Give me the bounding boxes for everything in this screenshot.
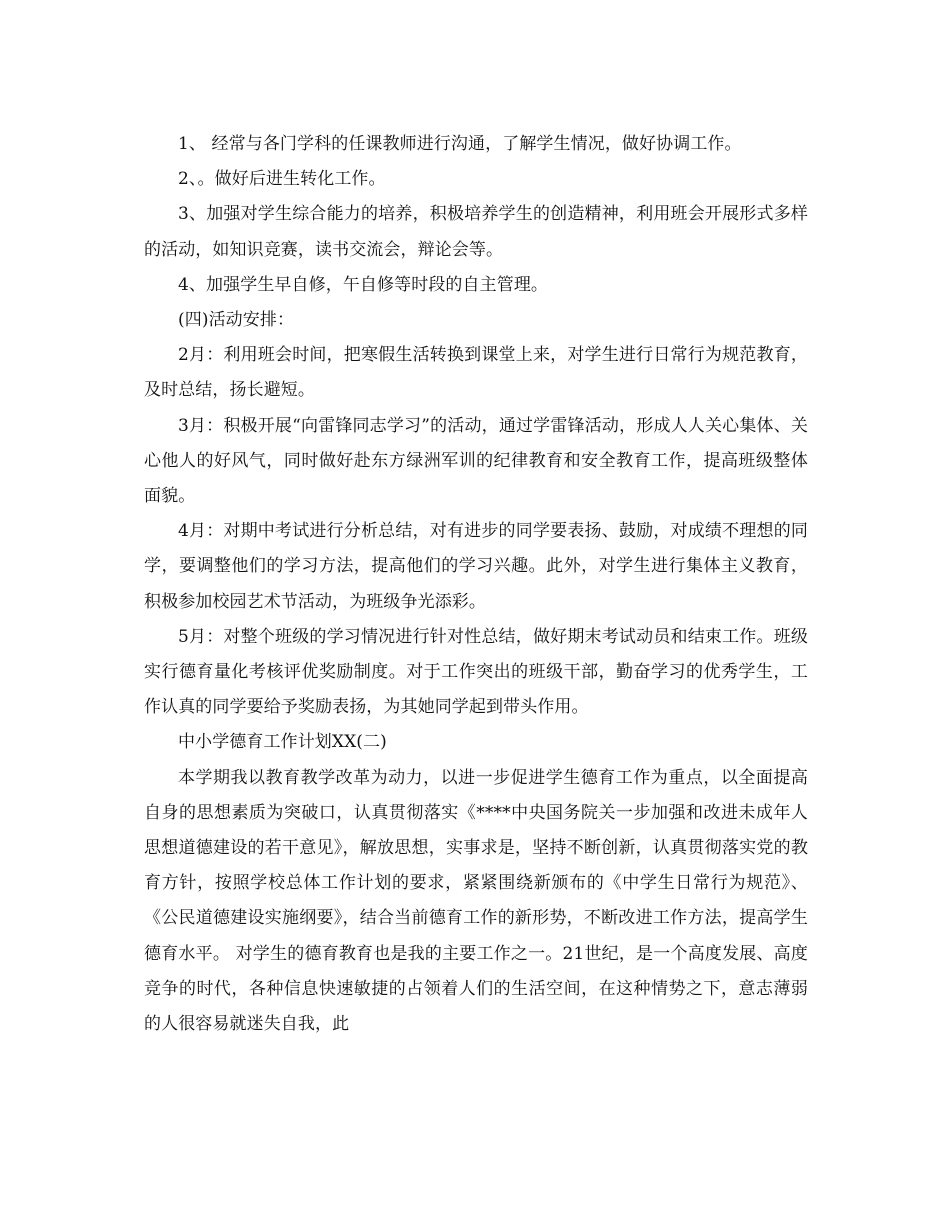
section-heading-plan-two: 中小学德育工作计划XX(二) (178, 732, 387, 753)
paragraph-february: 2月：利用班会时间，把寒假生活转换到课堂上来，对学生进行日常行为规范教育，及时总结，扬长避短。 (144, 345, 808, 401)
paragraph-april: 4月：对期中考试进行分析总结，对有进步的同学要表扬、鼓励，对成绩不理想的同学，要调整他们的学习方法，提高他们的学习兴趣。此外，对学生进行集体主义教育，积极参加校园艺术节活动，为班级争光添彩。 (144, 521, 808, 612)
paragraph-item-1: 1、 经常与各门学科的任课教师进行沟通，了解学生情况，做好协调工作。 (178, 134, 742, 154)
document-body (144, 127, 808, 1042)
paragraph-item-3: 3、加强对学生综合能力的培养，积极培养学生的创造精神，利用班会开展形式多样的活动，如知识竞赛，读书交流会，辩论会等。 (144, 204, 808, 260)
paragraph-item-2: 2、。做好后进生转化工作。 (178, 169, 386, 190)
section-heading-activities: (四)活动安排： (178, 310, 295, 331)
paragraph-may: 5月：对整个班级的学习情况进行针对性总结，做好期末考试动员和结束工作。班级实行德育量化考核评优奖励制度。对于工作突出的班级干部，勤奋学习的优秀学生，工作认真的同学要给予奖励表扬，为其她同学起到带头作用。 (144, 626, 808, 718)
paragraph-plan-intro: 本学期我以教育教学改革为动力，以进一步促进学生德育工作为重点，以全面提高自身的思想素质为突破口，认真贯彻落实《****中央国务院关一步加强和改进未成年人思想道德建设的若干意见》，解放思想，实事求是，坚持不断创新，认真贯彻落实党的教育方针，按照学校总体工作计划的要求，紧紧围绕新颁布的《中学生日常行为规范》、《公民道德建设实施纲要》，结合当前德育工作的新形势，不断改进工作方法，提高学生德育水平。 对学生的德育教育也是我的主要工作之一。21世纪，是一个高度发展、高度竞争的时代，各种信息快速敏捷的占领着人们的生活空间，在这种情势之下，意志薄弱的人很容易就迷失自我，此 (144, 767, 808, 1035)
paragraph-march: 3月：积极开展“向雷锋同志学习”的活动，通过学雷锋活动，形成人人关心集体、关心他人的好风气，同时做好赴东方绿洲军训的纪律教育和安全教育工作，提高班级整体面貌。 (144, 415, 808, 507)
paragraph-item-4: 4、加强学生早自修，午自修等时段的自主管理。 (178, 274, 549, 295)
